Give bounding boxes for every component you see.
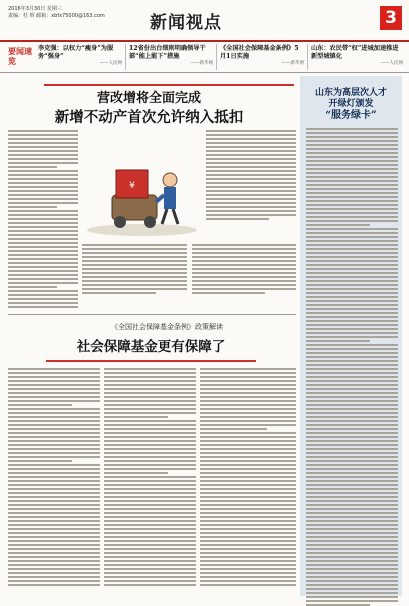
cartoon-illustration <box>82 140 202 238</box>
brief-title: 山东：农民带“权”进城加速推进新型城镇化 <box>311 45 399 60</box>
brief-source: ——人民网 <box>380 61 403 66</box>
brief-divider <box>216 44 217 70</box>
brief-title: 李克强：以权力“瘦身”为服务“强身” <box>38 45 114 60</box>
brief-source: ——人民网 <box>99 61 122 66</box>
sidebar-headline-line3: “服务绿卡” <box>325 110 377 121</box>
svg-text:¥: ¥ <box>129 181 135 191</box>
brief-title: 《全国社会保障基金条例》5月1日实施 <box>220 45 299 60</box>
story-divider <box>8 314 296 315</box>
main-story-body-col2 <box>82 244 187 294</box>
brief-item[interactable] <box>129 45 213 66</box>
second-story-body-col1 <box>8 368 100 586</box>
brief-source: ——新华网 <box>190 61 213 66</box>
brief-item[interactable] <box>311 45 403 66</box>
brief-item[interactable] <box>220 45 304 66</box>
sidebar-headline-line2: 开绿灯颁发 <box>328 99 374 109</box>
brief-item[interactable] <box>38 45 122 66</box>
second-story-headline[interactable]: 社会保障基金更有保障了 <box>76 339 226 355</box>
brief-source: ——新华网 <box>281 61 304 66</box>
second-story-body-col3 <box>200 368 296 586</box>
second-headline-rule <box>46 360 256 362</box>
main-story-body-col4 <box>206 130 296 220</box>
sidebar-body <box>306 128 398 606</box>
main-story-body-col3 <box>192 244 296 294</box>
masthead-dateline <box>8 6 118 20</box>
main-headline[interactable] <box>44 90 254 127</box>
main-headline-line1: 营改增将全面完成 <box>96 91 201 106</box>
contact-text: 责编：杜 辉 邮箱：xbfx75000@163.com <box>8 13 105 19</box>
brief-title: 12省份出台细则明确领导干部“能上能下”措施 <box>129 45 206 60</box>
page-number-badge: 3 <box>380 6 402 30</box>
main-headline-line2: 新增不动产首次允许纳入抵扣 <box>54 109 244 126</box>
second-story-kicker: 《全国社会保障基金条例》政策解读 <box>111 323 223 331</box>
sidebar-headline[interactable] <box>302 88 400 121</box>
date-text: 2016年3月30日 星期三 <box>8 6 62 12</box>
brief-divider <box>307 44 308 70</box>
briefs-label: 要闻速览 <box>8 46 32 66</box>
brief-divider <box>125 44 126 70</box>
second-story-body-col2 <box>104 368 196 586</box>
section-title: 新闻视点 <box>150 13 222 33</box>
headline-rule <box>44 84 294 86</box>
sidebar-headline-line1: 山东为高层次人才 <box>314 88 387 98</box>
main-story-body-col1 <box>8 130 78 308</box>
